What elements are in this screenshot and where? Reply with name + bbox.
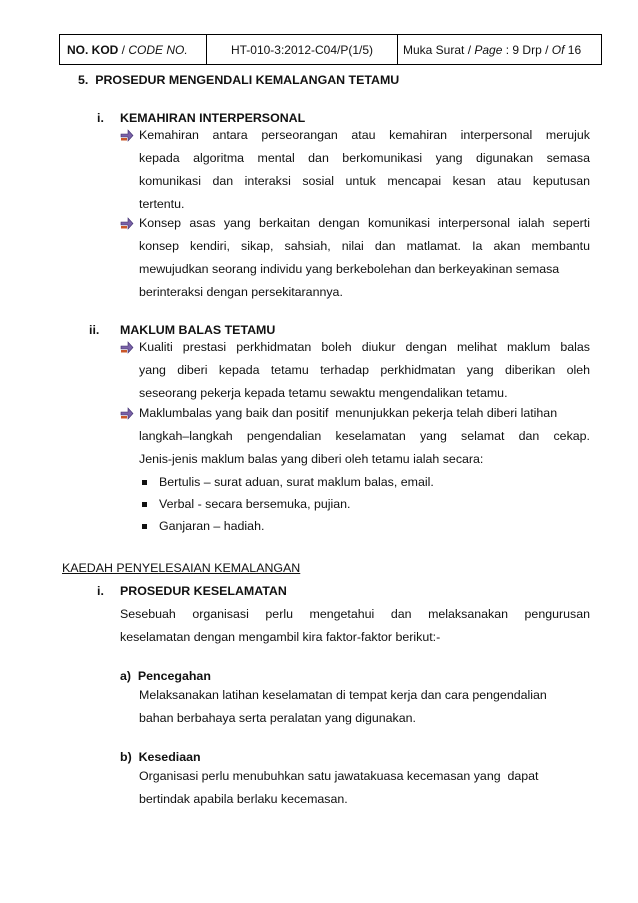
- feedback-sub-3: Ganjaran – hadiah.: [159, 519, 265, 533]
- kesediaan-line2: bertindak apabila berlaku kecemasan.: [139, 792, 348, 806]
- page-number-cell: [398, 35, 601, 64]
- arrow-bullet-icon: [120, 341, 134, 354]
- feedback-b1-line3: seseorang pekerja kepada tetamu sewaktu mengendalikan tetamu.: [139, 386, 508, 400]
- feedback-sub-1: Bertulis – surat aduan, surat maklum balas, email.: [159, 475, 434, 489]
- feedback-b2-line3: Jenis-jenis maklum balas yang diberi oleh tetamu ialah secara:: [139, 452, 484, 466]
- arrow-bullet-icon: [120, 407, 134, 420]
- document-header-table: [59, 34, 602, 65]
- code-label-cell: [60, 35, 207, 64]
- code-value-cell: [207, 35, 398, 64]
- code-label-italic: CODE NO.: [128, 42, 188, 57]
- page-total: 16: [564, 42, 582, 57]
- code-value: HT-010-3:2012-C04/P(1/5): [230, 42, 374, 57]
- interpersonal-b2-line1: Konsep asas yang berkaitan dengan komunikasi interpersonal ialah seperti: [139, 216, 590, 230]
- feedback-b1-line1: Kualiti prestasi perkhidmatan boleh diukur dengan melihat maklum balas: [139, 340, 590, 354]
- kaedah-para-line1: Sesebuah organisasi perlu mengetahui dan melaksanakan pengurusan: [120, 607, 590, 621]
- page-prefix: Muka Surat /: [403, 42, 475, 57]
- kaedah-para-line2: keselamatan dengan mengambil kira faktor-faktor berikut:-: [120, 630, 441, 644]
- interpersonal-b2-line2: konsep kendiri, sikap, sahsiah, nilai dan matlamat. Ia akan membantu: [139, 239, 590, 253]
- kaedah-title: KAEDAH PENYELESAIAN KEMALANGAN: [62, 561, 301, 575]
- feedback-sub-2: Verbal - secara bersemuka, pujian.: [159, 497, 351, 511]
- square-bullet-icon: [142, 502, 147, 507]
- sub-ii-title: MAKLUM BALAS TETAMU: [120, 323, 276, 337]
- square-bullet-icon: [142, 524, 147, 529]
- interpersonal-b1-line2: kepada algoritma mental dan berkomunikasi yang digunakan semasa: [139, 151, 590, 165]
- pencegahan-line1: Melaksanakan latihan keselamatan di tempat kerja dan cara pengendalian: [139, 688, 547, 702]
- arrow-bullet-icon: [120, 129, 134, 142]
- page-of: Of: [551, 42, 565, 57]
- interpersonal-b2-line4: berinteraksi dengan persekitarannya.: [139, 285, 343, 299]
- section-5-title: 5. PROSEDUR MENGENDALI KEMALANGAN TETAMU: [78, 73, 400, 87]
- interpersonal-b1-line3: komunikasi dan interaksi sosial untuk mencapai kesan atau keputusan: [139, 174, 590, 188]
- sub-ii-number: ii.: [89, 323, 100, 337]
- sub-i-title: KEMAHIRAN INTERPERSONAL: [120, 111, 306, 125]
- kesediaan-line1: Organisasi perlu menubuhkan satu jawatakuasa kecemasan yang dapat: [139, 769, 539, 783]
- interpersonal-b1-line1: Kemahiran antara perseorangan atau kemahiran interpersonal merujuk: [139, 128, 590, 142]
- interpersonal-b2-line3: mewujudkan seorang individu yang berkebolehan dan berkeyakinan semasa: [139, 262, 560, 276]
- kesediaan-label: b) Kesediaan: [120, 750, 201, 764]
- pencegahan-label: a) Pencegahan: [120, 669, 211, 683]
- feedback-b2-line1: Maklumbalas yang baik dan positif menunjukkan pekerja telah diberi latihan: [139, 406, 558, 420]
- page-word: Page: [474, 42, 503, 57]
- page-mid: : 9 Drp /: [502, 42, 552, 57]
- pencegahan-line2: bahan berbahaya serta peralatan yang digunakan.: [139, 711, 416, 725]
- arrow-bullet-icon: [120, 217, 134, 230]
- kaedah-i-number: i.: [97, 584, 104, 598]
- interpersonal-b1-line4: tertentu.: [139, 197, 185, 211]
- code-label-bold: NO. KOD: [67, 42, 119, 57]
- sub-i-number: i.: [97, 111, 104, 125]
- kaedah-i-title: PROSEDUR KESELAMATAN: [120, 584, 287, 598]
- square-bullet-icon: [142, 480, 147, 485]
- feedback-b2-line2: langkah–langkah pengendalian keselamatan yang selamat dan cekap.: [139, 429, 590, 443]
- code-label-sep: /: [118, 42, 129, 57]
- feedback-b1-line2: yang diberi kepada tetamu terhadap perkhidmatan yang diberikan oleh: [139, 363, 590, 377]
